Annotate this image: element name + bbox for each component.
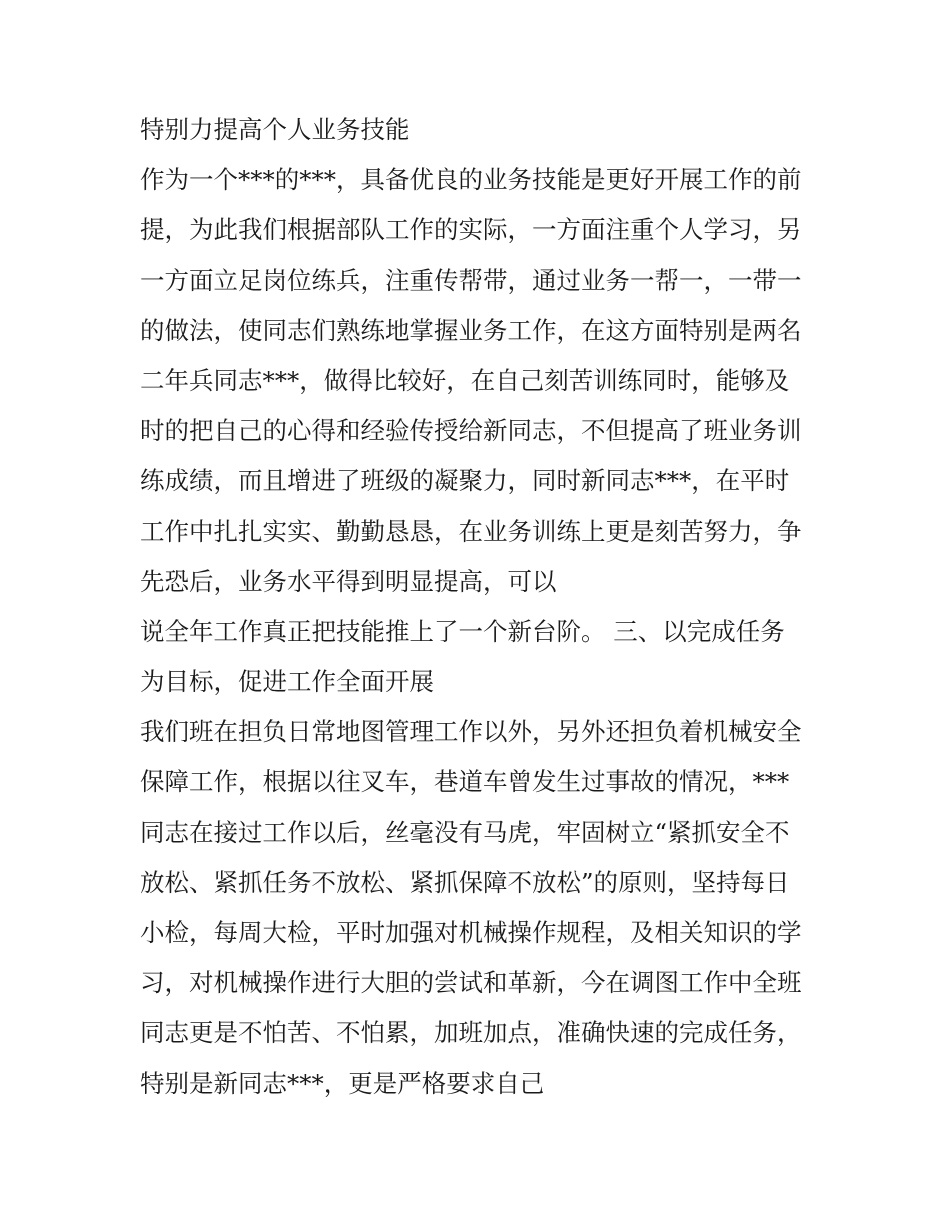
text-line: 特别是新同志***，更是严格要求自己 [140, 1068, 545, 1098]
text-line: 放松、紧抓任务不放松、紧抓保障不放松”的原则，坚持每日 [140, 867, 790, 897]
text-line: 同志在接过工作以后，丝毫没有马虎，牢固树立“紧抓安全不 [140, 817, 790, 847]
text-line: 练成绩，而且增进了班级的凝聚力，同时新同志***，在平时 [140, 466, 790, 496]
text-line: 小检，每周大检，平时加强对机械操作规程，及相关知识的学 [140, 918, 802, 947]
text-line: 一方面立足岗位练兵，注重传帮带，通过业务一帮一，一带一 [140, 265, 802, 295]
text-line: 作为一个***的***，具备优良的业务技能是更好开展工作的前 [140, 165, 802, 195]
text-line: 同志更是不怕苦、不怕累，加班加点，准确快速的完成任务， [140, 1018, 802, 1048]
text-line: 习，对机械操作进行大胆的尝试和革新，今在调图工作中全班 [140, 968, 802, 998]
text-line: 提，为此我们根据部队工作的实际，一方面注重个人学习，另 [140, 215, 802, 245]
text-line: 保障工作，根据以往叉车，巷道车曾发生过事故的情况，*** [140, 767, 790, 797]
text-line: 特别力提高个人业务技能 [140, 115, 410, 144]
text-line: 工作中扎扎实实、勤勤恳恳，在业务训练上更是刻苦努力，争 [140, 516, 802, 546]
text-line: 先恐后，业务水平得到明显提高，可以 [140, 566, 557, 596]
text-line: 我们班在担负日常地图管理工作以外，另外还担负着机械安全 [140, 717, 802, 747]
document-body [140, 105, 820, 1109]
text-line: 说全年工作真正把技能推上了一个新台阶。 三、以完成任务 [140, 616, 785, 646]
text-line: 为目标，促进工作全面开展 [140, 667, 434, 697]
text-line: 时的把自己的心得和经验传授给新同志，不但提高了班业务训 [140, 416, 802, 446]
text-line: 的做法，使同志们熟练地掌握业务工作，在这方面特别是两名 [140, 315, 802, 345]
text-line: 二年兵同志***，做得比较好，在自己刻苦训练同时，能够及 [140, 365, 790, 395]
